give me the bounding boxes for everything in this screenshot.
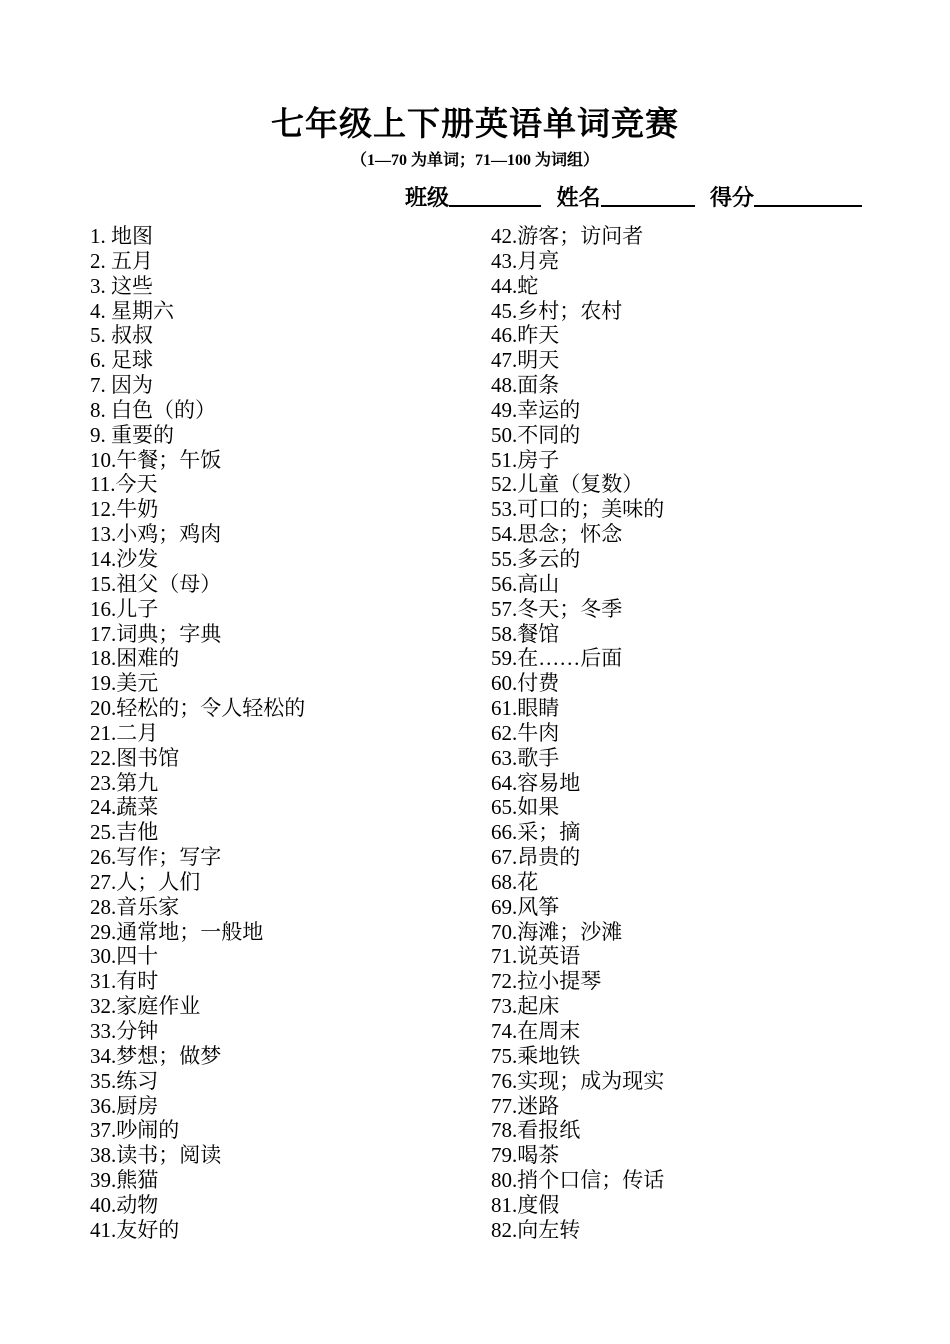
- word-item: 62.牛肉: [491, 720, 560, 745]
- word-item: 65.如果: [491, 795, 560, 820]
- student-info-row: [405, 183, 865, 213]
- word-item: 21.二月: [90, 720, 159, 745]
- word-item: 12.牛奶: [90, 497, 159, 522]
- word-item: 10.午餐；午饭: [90, 447, 222, 472]
- word-item: 27.人；人们: [90, 869, 201, 894]
- word-item: 64.容易地: [491, 770, 581, 795]
- word-item: 36.厨房: [90, 1093, 159, 1118]
- word-item: 75.乘地铁: [491, 1043, 581, 1068]
- word-item: 49.幸运的: [491, 397, 581, 422]
- word-item: 38.读书；阅读: [90, 1143, 222, 1168]
- word-item: 74.在周末: [491, 1019, 581, 1043]
- name-field: [557, 183, 695, 213]
- word-item: 69.风筝: [491, 894, 560, 919]
- class-label: 班级: [405, 185, 450, 210]
- word-item: 8. 白色（的）: [90, 397, 216, 422]
- word-item: 56.高山: [491, 571, 560, 596]
- word-item: 34.梦想；做梦: [90, 1043, 222, 1068]
- word-item: 16.儿子: [90, 596, 159, 621]
- word-item: 73.起床: [491, 994, 560, 1019]
- word-item: 22.图书馆: [90, 745, 180, 770]
- word-item: 51.房子: [491, 447, 560, 472]
- word-item: 1. 地图: [90, 224, 153, 248]
- word-item: 4. 星期六: [90, 298, 174, 323]
- word-item: 42.游客；访问者: [491, 224, 644, 248]
- name-blank[interactable]: [601, 183, 695, 207]
- word-item: 14.沙发: [90, 546, 159, 571]
- word-item: 71.说英语: [491, 944, 581, 969]
- score-field: [710, 183, 862, 213]
- word-item: 55.多云的: [491, 546, 581, 571]
- word-item: 59.在……后面: [491, 646, 623, 671]
- score-blank[interactable]: [754, 183, 862, 207]
- word-item: 72.拉小提琴: [491, 969, 602, 994]
- word-item: 39.熊猫: [90, 1168, 159, 1193]
- word-item: 81.度假: [491, 1192, 560, 1217]
- page-subtitle: （1—70 为单词；71—100 为词组）: [350, 152, 599, 169]
- word-item: 47.明天: [491, 348, 560, 373]
- class-field: [405, 183, 541, 213]
- word-item: 40.动物: [90, 1192, 159, 1217]
- word-item: 48.面条: [491, 373, 560, 398]
- word-item: 23.第九: [90, 770, 159, 795]
- word-item: 3. 这些: [90, 273, 153, 298]
- word-item: 11.今天: [90, 472, 158, 497]
- name-label: 姓名: [556, 185, 601, 210]
- word-list-right: [491, 224, 891, 1243]
- word-item: 68.花: [491, 869, 539, 894]
- word-item: 25.吉他: [90, 820, 159, 845]
- word-item: 20.轻松的；令人轻松的: [90, 696, 306, 721]
- word-item: 41.友好的: [90, 1217, 180, 1242]
- word-item: 15.祖父（母）: [90, 571, 222, 596]
- word-item: 76.实现；成为现实: [491, 1068, 665, 1093]
- word-item: 31.有时: [90, 969, 159, 994]
- page-title: 七年级上下册英语单词竞赛: [271, 107, 679, 143]
- word-item: 60.付费: [491, 671, 560, 696]
- word-item: 30.四十: [90, 944, 159, 969]
- word-item: 18.困难的: [90, 646, 180, 671]
- word-item: 37.吵闹的: [90, 1118, 180, 1143]
- word-item: 29.通常地；一般地: [90, 919, 264, 944]
- word-item: 57.冬天；冬季: [491, 596, 623, 621]
- word-item: 6. 足球: [90, 348, 153, 373]
- word-item: 46.昨天: [491, 323, 560, 348]
- word-item: 78.看报纸: [491, 1118, 581, 1143]
- word-item: 33.分钟: [90, 1019, 159, 1043]
- word-item: 2. 五月: [90, 248, 153, 273]
- word-item: 82.向左转: [491, 1217, 581, 1242]
- word-item: 61.眼睛: [491, 696, 560, 721]
- word-item: 24.蔬菜: [90, 795, 159, 820]
- word-list-left: [90, 224, 470, 1243]
- word-item: 28.音乐家: [90, 894, 180, 919]
- word-item: 63.歌手: [491, 745, 560, 770]
- word-item: 80.捎个口信；传话: [491, 1168, 665, 1193]
- word-item: 66.采；摘: [491, 820, 581, 845]
- word-item: 9. 重要的: [90, 422, 174, 447]
- word-item: 54.思念；怀念: [491, 522, 623, 547]
- class-blank[interactable]: [449, 183, 541, 207]
- word-item: 70.海滩；沙滩: [491, 919, 623, 944]
- word-item: 67.昂贵的: [491, 845, 581, 870]
- word-item: 19.美元: [90, 671, 159, 696]
- word-item: 32.家庭作业: [90, 994, 201, 1019]
- word-item: 58.餐馆: [491, 621, 560, 646]
- word-item: 52.儿童（复数）: [491, 472, 644, 497]
- word-item: 43.月亮: [491, 248, 560, 273]
- word-item: 50.不同的: [491, 422, 581, 447]
- score-label: 得分: [710, 185, 755, 210]
- word-item: 26.写作；写字: [90, 845, 222, 870]
- word-item: 35.练习: [90, 1068, 159, 1093]
- word-item: 79.喝茶: [491, 1143, 560, 1168]
- word-item: 5. 叔叔: [90, 323, 153, 348]
- word-item: 45.乡村；农村: [491, 298, 623, 323]
- word-item: 7. 因为: [90, 373, 153, 398]
- word-item: 53.可口的；美味的: [491, 497, 665, 522]
- word-item: 17.词典；字典: [90, 621, 222, 646]
- word-item: 77.迷路: [491, 1093, 560, 1118]
- word-item: 44.蛇: [491, 273, 539, 298]
- word-item: 13.小鸡；鸡肉: [90, 522, 222, 547]
